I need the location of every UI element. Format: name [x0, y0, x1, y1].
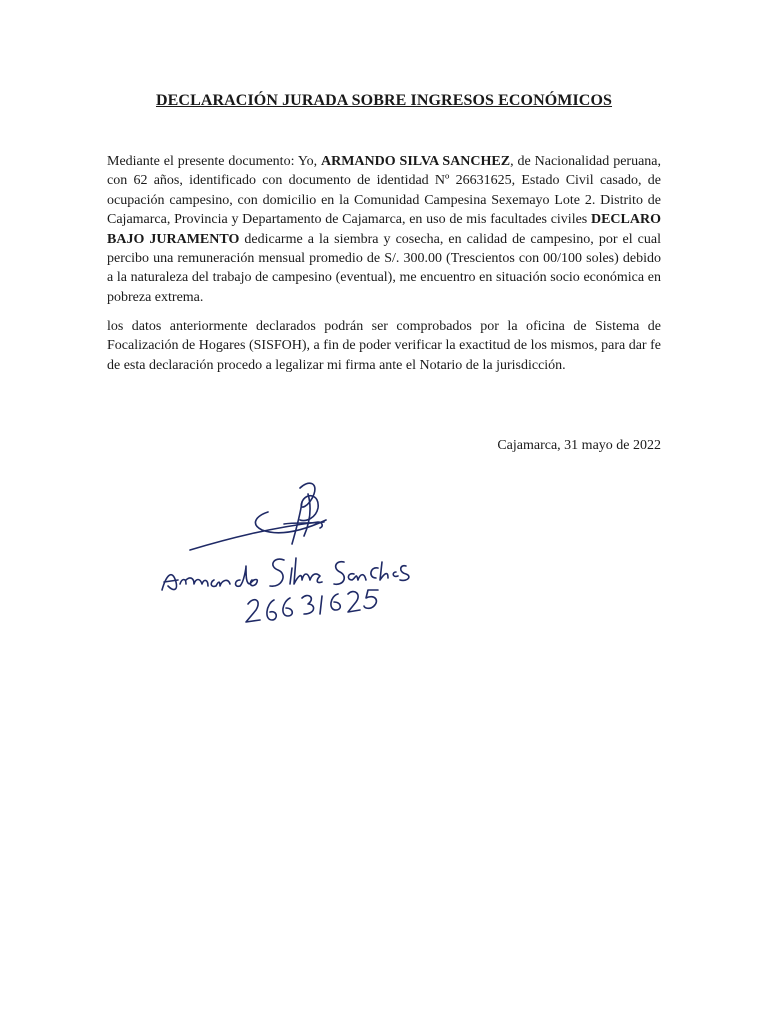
- paragraph-intro: Mediante el presente documento: Yo,: [107, 154, 321, 169]
- paragraph-details: , de Nacionalidad peruana, con 62 años, identificado con documento de identidad Nº 26631625, Estado Civil casado, de ocupación campesino, con domicilio en la Comunidad Campesina Sexemayo Lote 2. Distrito de Cajamarca, Provincia y Departamento de Cajamarca, en uso de mis facultades civiles: [107, 154, 661, 228]
- place-date: Cajamarca, 31 mayo de 2022: [497, 438, 661, 453]
- handwritten-signature: [150, 472, 450, 642]
- paragraph-income: dedicarme a la siembra y cosecha, en calidad de campesino, por el cual percibo una remuneración mensual promedio de S/. 300.00 (Trescientos con 00/100 soles) debido a la naturaleza del trabajo de campesino (eventual), me encuentro en situación socio económica en pobreza extrema.: [107, 231, 661, 305]
- document-title: DECLARACIÓN JURADA SOBRE INGRESOS ECONÓMICOS: [155, 92, 613, 109]
- declaration-paragraph: [107, 152, 661, 307]
- declarant-name: ARMANDO SILVA SANCHEZ: [320, 154, 511, 169]
- sworn-declaration: DECLARO BAJO JURAMENTO: [107, 212, 661, 247]
- verification-paragraph: los datos anteriormente declarados podrán ser comprobados por la oficina de Sistema de Focalización de Hogares (SISFOH), a fin de poder verificar la exactitud de los mismos, para dar fe de esta declaración procedo a legalizar mi firma ante el Notario de la jurisdicción.: [107, 319, 661, 373]
